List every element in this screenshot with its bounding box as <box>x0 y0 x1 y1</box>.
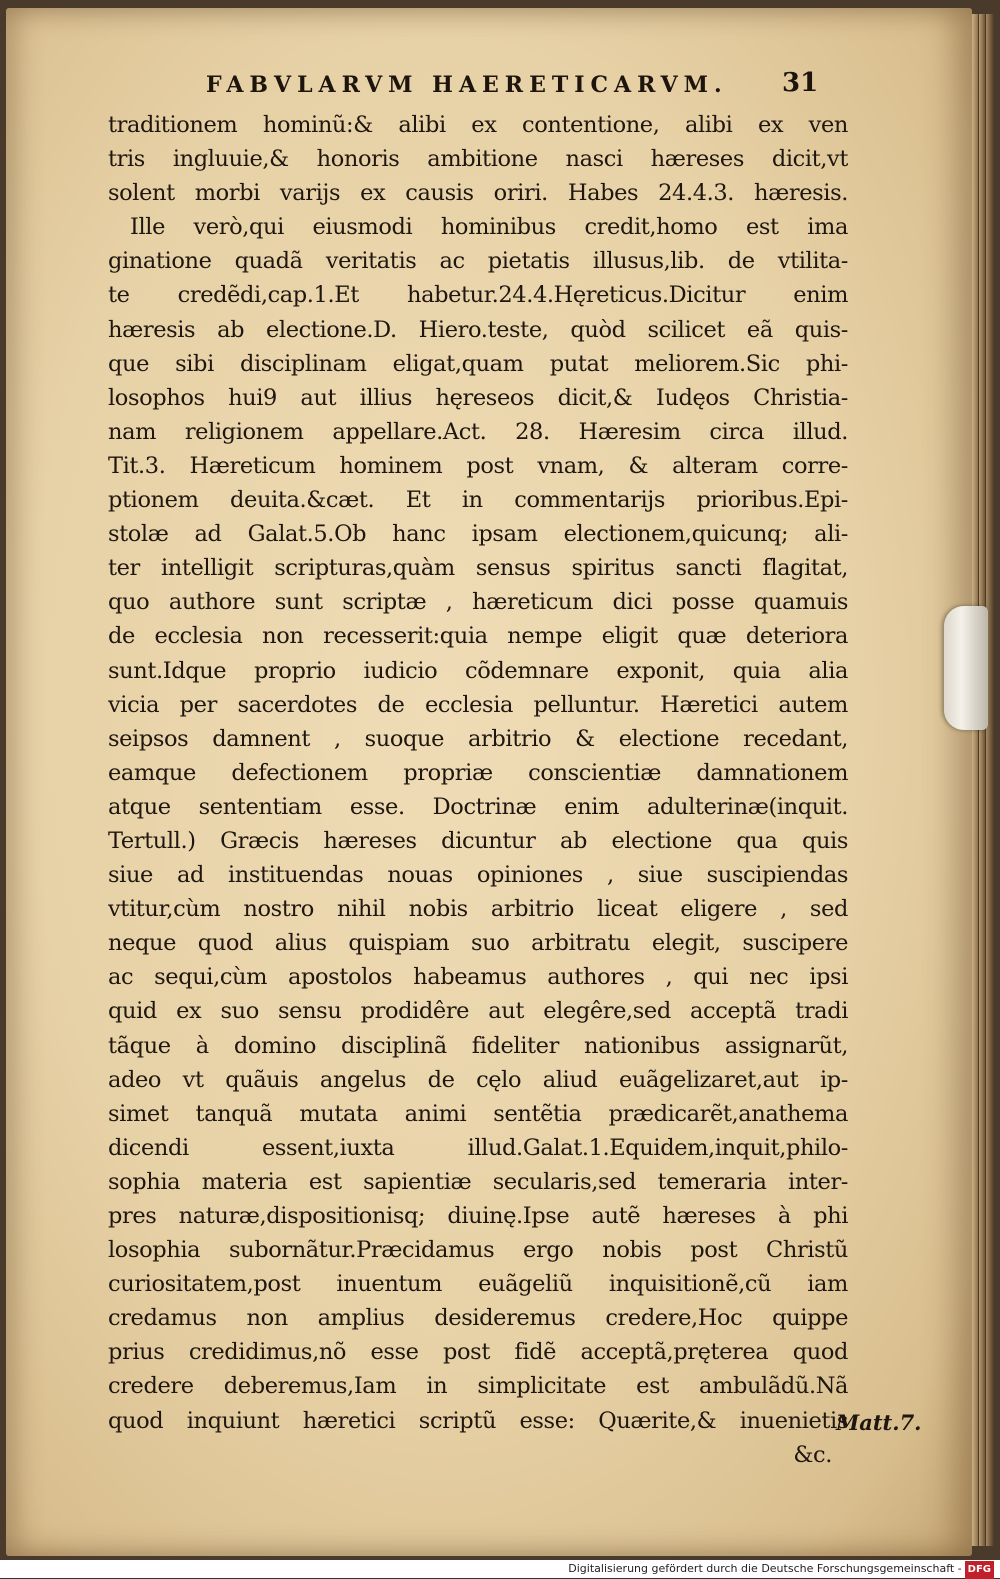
text-line: quo authore sunt scriptæ , hæreticum dici posse quamuis <box>108 589 848 616</box>
text-line: curiositatem,post inuentum euãgeliũ inquisitionẽ,cũ iam <box>108 1271 848 1298</box>
text-line: prius credidimus,nõ esse post fidẽ acceptã,pręterea quod <box>108 1339 848 1366</box>
digitization-footer <box>0 1560 1000 1578</box>
text-line: &c. <box>793 1441 832 1468</box>
text-line: adeo vt quãuis angelus de cęlo aliud euãgelizaret,aut ip- <box>108 1066 848 1093</box>
text-line: Tertull.) Græcis hæreses dicuntur ab electione qua quis <box>108 827 848 854</box>
text-line: quod inquiunt hæretici scriptũ esse: Quærite,& inuenietis <box>108 1407 848 1434</box>
text-line: ptionem deuita.&cæt. Et in commentarijs prioribus.Epi- <box>108 487 848 514</box>
book-page <box>6 8 972 1556</box>
text-line: eamque defectionem propriæ conscientiæ damnationem <box>108 759 848 786</box>
text-line: hæresis ab electione.D. Hiero.teste, quòd scilicet eã quis- <box>108 316 848 343</box>
page-header <box>206 68 946 104</box>
text-line: losophos hui9 aut illius hęreseos dicit,& Iudęos Christia- <box>108 384 848 411</box>
text-line: te credẽdi,cap.1.Et habetur.24.4.Hęreticus.Dicitur enim <box>108 282 848 309</box>
text-line: atque sententiam esse. Doctrinæ enim adulterinæ(inquit. <box>108 793 848 820</box>
text-line: vicia per sacerdotes de ecclesia pelluntur. Hæretici autem <box>108 691 848 718</box>
text-line: ac sequi,cùm apostolos habeamus authores , qui nec ipsi <box>108 964 848 991</box>
text-line: de ecclesia non recesserit:quia nempe eligit quæ deteriora <box>108 623 848 650</box>
text-line: seipsos damnent , suoque arbitrio & electione recedant, <box>108 725 848 752</box>
marginal-note: Matt.7. <box>836 1410 922 1435</box>
text-line: dicendi essent,iuxta illud.Galat.1.Equidem,inquit,philo- <box>108 1134 848 1161</box>
page-number: 31 <box>782 68 819 98</box>
dfg-logo: DFG <box>965 1561 994 1579</box>
text-line: solent morbi varijs ex causis oriri. Habes 24.4.3. hæresis. <box>108 180 848 207</box>
text-line: ter intelligit scripturas,quàm sensus spiritus sancti flagitat, <box>108 555 848 582</box>
text-line: losophia subornãtur.Præcidamus ergo nobis post Christũ <box>108 1237 848 1264</box>
text-line: stolæ ad Galat.5.Ob hanc ipsam electionem,quicunq; ali- <box>108 521 848 548</box>
text-line: sophia materia est sapientiæ secularis,sed temeraria inter- <box>108 1168 848 1195</box>
page-edge <box>986 14 994 1546</box>
text-line: siue ad instituendas nouas opiniones , siue suscipiendas <box>108 862 848 889</box>
running-head: FABVLARVM HAERETICARVM. <box>206 72 728 98</box>
text-line: ginatione quadã veritatis ac pietatis illusus,lib. de vtilita- <box>108 248 848 275</box>
funding-credit-text: Digitalisierung gefördert durch die Deutsche Forschungsgemeinschaft - <box>568 1562 962 1575</box>
book-clasp <box>944 606 988 730</box>
text-line: que sibi disciplinam eligat,quam putat meliorem.Sic phi- <box>108 350 848 377</box>
text-line: tãque à domino disciplinã fideliter nationibus assignarũt, <box>108 1032 848 1059</box>
text-line: nam religionem appellare.Act. 28. Hæresim circa illud. <box>108 418 848 445</box>
page-edge <box>972 14 978 1546</box>
text-line: traditionem hominũ:& alibi ex contentione, alibi ex ven <box>108 112 848 138</box>
text-line: credamus non amplius desideremus credere,Hoc quippe <box>108 1305 848 1332</box>
text-line: vtitur,cùm nostro nihil nobis arbitrio liceat eligere , sed <box>108 896 848 923</box>
body-text <box>108 108 848 1472</box>
text-line: tris ingluuie,& honoris ambitione nasci hæreses dicit,vt <box>108 146 848 173</box>
text-line: Tit.3. Hæreticum hominem post vnam, & alteram corre- <box>108 452 848 479</box>
text-line: quid ex suo sensu prodidêre aut elegêre,sed acceptã tradi <box>108 998 848 1025</box>
text-line: neque quod alius quispiam suo arbitratu elegit, suscipere <box>108 930 848 957</box>
funding-credit <box>568 1560 994 1579</box>
text-line: credere deberemus,Iam in simplicitate est ambulãdũ.Nã <box>108 1373 848 1400</box>
text-line: sunt.Idque proprio iudicio cõdemnare exponit, quia alia <box>108 657 848 684</box>
page-edge <box>979 14 985 1546</box>
text-line: pres naturæ,dispositionisq; diuinę.Ipse autẽ hæreses à phi <box>108 1203 848 1229</box>
text-line: simet tanquã mutata animi sentẽtia prædicarẽt,anathema <box>108 1100 848 1127</box>
text-line: Ille verò,qui eiusmodi hominibus credit,homo est ima <box>130 214 848 241</box>
